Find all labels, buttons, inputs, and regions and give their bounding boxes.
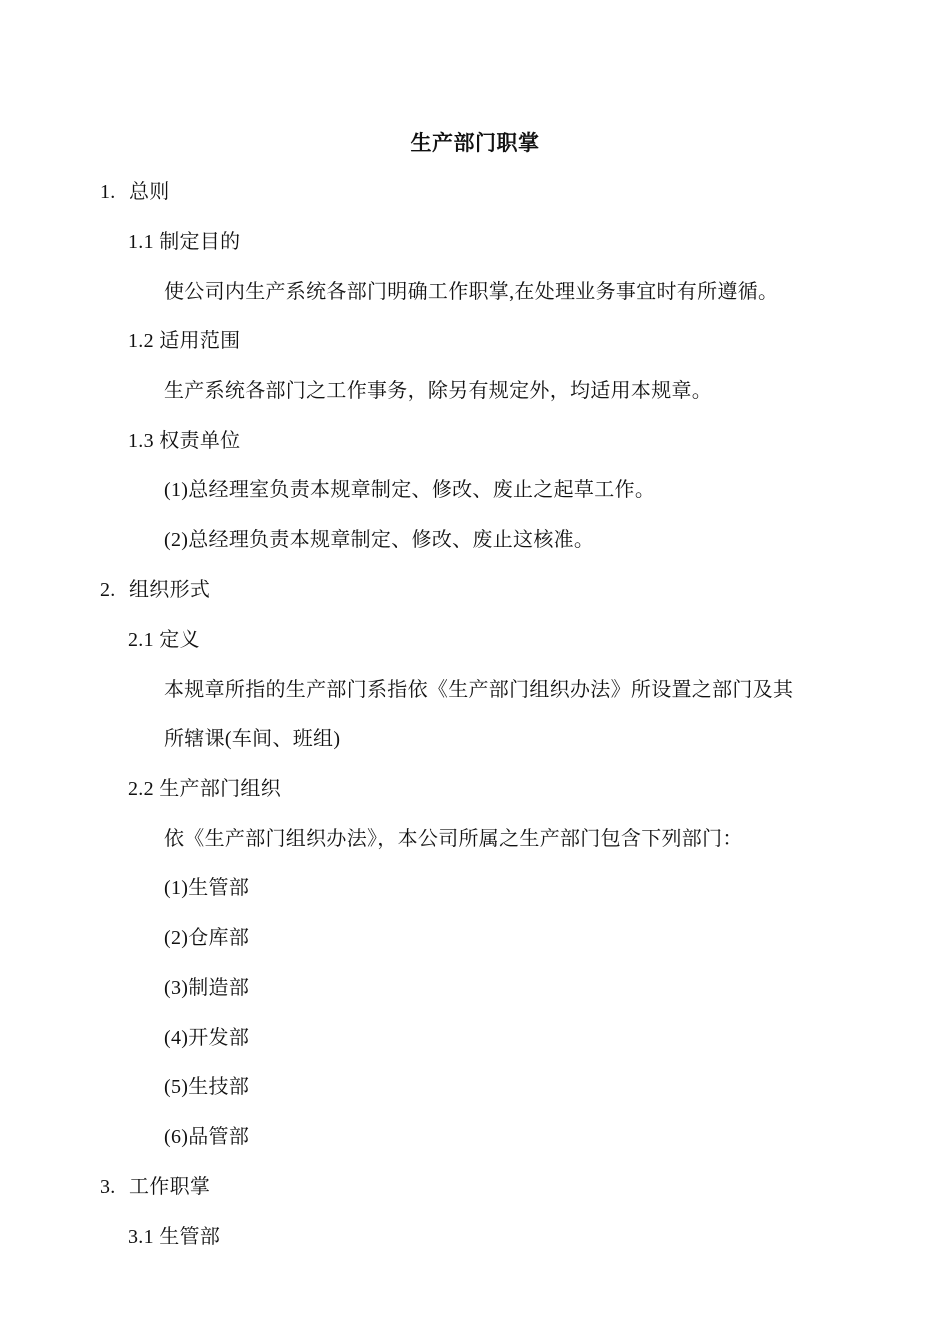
subsection-heading [128, 326, 240, 356]
list-item: (2)总经理负责本规章制定、修改、废止这核准。 [164, 529, 595, 551]
subsection-title: 生产部门组织 [159, 778, 282, 800]
subsection-number: 1.1 [128, 231, 154, 253]
list-item: (3)制造部 [164, 977, 250, 999]
section-title: 组织形式 [129, 579, 211, 601]
subsection-number: 1.2 [128, 330, 154, 352]
list-item: (1)生管部 [164, 877, 250, 899]
subsection-title: 制定目的 [159, 231, 241, 253]
subsection-title: 生管部 [159, 1226, 221, 1248]
section-number: 2. [100, 579, 116, 601]
paragraph: 依《生产部门组织办法》，本公司所属之生产部门包含下列部门： [164, 828, 743, 850]
paragraph-continued: 所辖课(车间、班组) [164, 728, 341, 750]
subsection-title: 适用范围 [159, 330, 241, 352]
list-item: (5)生技部 [164, 1076, 250, 1098]
paragraph: 生产系统各部门之工作事务，除另有规定外，均适用本规章。 [164, 380, 713, 402]
section-title: 总则 [129, 181, 170, 203]
list-item: (6)品管部 [164, 1126, 250, 1148]
subsection-number: 2.2 [128, 778, 154, 800]
section-heading [100, 1172, 210, 1202]
paragraph: 使公司内生产系统各部门明确工作职掌,在处理业务事宜时有所遵循。 [164, 281, 779, 303]
paragraph: 本规章所指的生产部门系指依《生产部门组织办法》所设置之部门及其 [164, 679, 794, 701]
section-heading [100, 177, 170, 207]
section-number: 1. [100, 181, 116, 203]
subsection-heading [128, 774, 281, 804]
subsection-heading [128, 227, 240, 257]
subsection-number: 3.1 [128, 1226, 154, 1248]
list-item: (1)总经理室负责本规章制定、修改、废止之起草工作。 [164, 479, 656, 501]
subsection-heading [128, 426, 240, 456]
section-number: 3. [100, 1176, 116, 1198]
subsection-heading [128, 625, 200, 655]
subsection-title: 权责单位 [159, 430, 241, 452]
subsection-title: 定义 [159, 629, 200, 651]
document-title: 生产部门职掌 [410, 131, 540, 155]
list-item: (2)仓库部 [164, 927, 250, 949]
subsection-number: 1.3 [128, 430, 154, 452]
subsection-number: 2.1 [128, 629, 154, 651]
section-title: 工作职掌 [129, 1176, 211, 1198]
section-heading [100, 575, 210, 605]
subsection-heading [128, 1222, 220, 1252]
list-item: (4)开发部 [164, 1027, 250, 1049]
